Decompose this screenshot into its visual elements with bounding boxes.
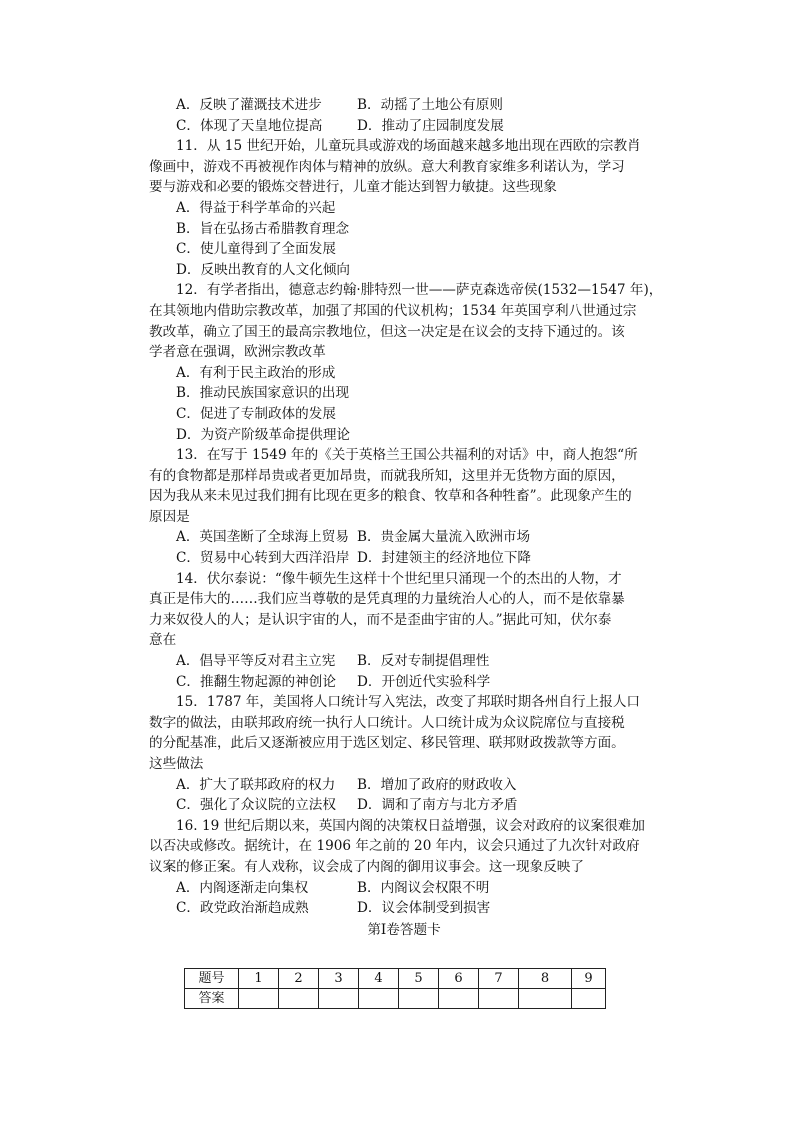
q13-option-d[interactable]: D．封建领主的经济地位下降	[357, 550, 532, 567]
answer-cell[interactable]	[359, 989, 399, 1009]
q13-options-row-1	[149, 527, 659, 548]
q16-option-a[interactable]: A．内阁逐渐走向集权	[176, 879, 309, 896]
q11-option-c[interactable]: C．使儿童得到了全面发展	[176, 241, 336, 258]
q14-option-d[interactable]: D．开创近代实验科学	[357, 673, 491, 690]
q14-option-b[interactable]: B．反对专制提倡理性	[357, 653, 490, 670]
q14-options-row-1	[149, 651, 659, 672]
q16-option-d[interactable]: D．议会体制受到损害	[357, 900, 491, 917]
q10-options-row-2	[149, 116, 659, 137]
q15-stem-line: 数字的做法，由联邦政府统一执行人口统计。人口统计成为众议院席位与直接税	[149, 714, 625, 731]
answer-cell[interactable]	[319, 989, 359, 1009]
q11-stem-line: 要与游戏和必要的锻炼交替进行，儿童才能达到智力敏捷。这些现象	[149, 179, 557, 196]
q12-option-d[interactable]: D．为资产阶级革命提供理论	[176, 426, 351, 443]
answer-card-header-row	[185, 969, 606, 989]
q14-stem-line: 意在	[149, 632, 177, 649]
q10-option-a[interactable]: A．反映了灌溉技术进步	[176, 97, 322, 113]
q11-option-d[interactable]: D．反映出教育的人文化倾向	[176, 261, 351, 278]
answer-cell[interactable]	[479, 989, 519, 1009]
exam-content	[149, 95, 663, 941]
q10-options-row-1	[149, 95, 659, 116]
q12-stem-line: 在其领地内借助宗教改革，加强了邦国的代议机构；1534 年英国亨利八世通过宗	[149, 302, 637, 319]
q12-option-c[interactable]: C．促进了专制政体的发展	[176, 405, 336, 422]
question-16	[149, 816, 659, 919]
q13-option-b[interactable]: B．贵金属大量流入欧洲市场	[357, 529, 531, 546]
q13-option-c[interactable]: C．贸易中心转到大西洋沿岸	[176, 550, 350, 567]
q15-option-a[interactable]: A．扩大了联邦政府的权力	[176, 776, 336, 793]
q15-stem-line: 的分配基准，此后又逐渐被应用于选区划定、移民管理、联邦财政拨款等方面。	[149, 735, 625, 752]
question-15	[149, 692, 659, 816]
q15-stem-line: 这些做法	[149, 756, 204, 772]
q15-option-b[interactable]: B．增加了政府的财政收入	[357, 776, 517, 793]
answer-card-title: 第Ⅰ卷答题卡	[367, 921, 441, 938]
q15-options-row-1	[149, 775, 659, 796]
question-12	[149, 280, 663, 445]
q14-stem-line: 真正是伟大的……我们应当尊敬的是凭真理的力量统治人心的人，而不是依靠暴	[149, 591, 625, 608]
answer-card-table	[184, 968, 606, 1009]
q15-option-d[interactable]: D．调和了南方与北方矛盾	[357, 797, 518, 814]
q14-option-c[interactable]: C．推翻生物起源的神创论	[176, 673, 336, 690]
q12-stem-line: 12．有学者指出，德意志约翰·腓特烈一世——萨克森选帝侯(1532—1547 年)，	[176, 282, 663, 299]
q13-stem-line: 13．在写于 1549 年的《关于英格兰王国公共福利的对话》中，商人抱怨“所	[176, 447, 638, 464]
question-number-cell: 7	[479, 969, 519, 989]
q15-options-row-2	[149, 795, 659, 816]
q16-stem-line: 以否决或修改。据统计，在 1906 年之前的 20 年内，议会只通过了九次针对政府	[149, 838, 640, 855]
q11-stem-line: 11．从 15 世纪开始，儿童玩具或游戏的场面越来越多地出现在西欧的宗教肖	[176, 138, 641, 155]
q13-stem-line: 原因是	[149, 508, 190, 525]
q13-options-row-2	[149, 548, 659, 569]
q13-option-a[interactable]: A．英国垄断了全球海上贸易	[176, 529, 349, 546]
q10-option-c[interactable]: C．体现了天皇地位提高	[176, 117, 323, 134]
question-number-cell: 6	[439, 969, 479, 989]
q13-stem-line: 有的食物都是那样昂贵或者更加昂贵，而就我所知，这里并无货物方面的原因，	[149, 467, 625, 484]
q16-stem-line: 16. 19 世纪后期以来，英国内阁的决策权日益增强，议会对政府的议案很难加	[176, 817, 645, 834]
question-13	[149, 445, 659, 569]
q11-stem-line: 像画中，游戏不再被视作肉体与精神的放纵。意大利教育家维多利诺认为，学习	[149, 158, 625, 175]
q16-options-row-2	[149, 898, 659, 919]
q16-option-b[interactable]: B．内阁议会权限不明	[357, 879, 490, 896]
q16-options-row-1	[149, 878, 659, 899]
q14-stem-line: 14．伏尔泰说：“像牛顿先生这样十个世纪里只涌现一个的杰出的人物，才	[176, 570, 622, 587]
answer-label: 答案	[185, 989, 239, 1009]
question-number-cell: 8	[519, 969, 572, 989]
answer-cell[interactable]	[239, 989, 279, 1009]
question-number-label: 题号	[185, 969, 239, 989]
q15-stem-line: 15．1787 年，美国将人口统计写入宪法，改变了邦联时期各州自行上报人口	[176, 694, 641, 711]
q12-option-b[interactable]: B．推动民族国家意识的出现	[176, 385, 350, 402]
answer-cell[interactable]	[439, 989, 479, 1009]
q10-option-d[interactable]: D．推动了庄园制度发展	[357, 117, 504, 134]
q15-option-c[interactable]: C．强化了众议院的立法权	[176, 797, 336, 814]
question-14	[149, 569, 659, 693]
q10-option-b[interactable]: B．动摇了土地公有原则	[357, 97, 503, 113]
answer-card-answer-row	[185, 989, 606, 1009]
question-number-cell: 3	[319, 969, 359, 989]
q14-stem-line: 力来奴役人的人；是认识宇宙的人，而不是歪曲宇宙的人。”据此可知，伏尔泰	[149, 611, 612, 628]
question-number-cell: 5	[399, 969, 439, 989]
question-number-cell: 9	[572, 969, 606, 989]
question-11	[149, 136, 659, 280]
q14-options-row-2	[149, 672, 659, 693]
answer-cell[interactable]	[572, 989, 606, 1009]
q16-option-c[interactable]: C．政党政治渐趋成熟	[176, 900, 309, 917]
q14-option-a[interactable]: A．倡导平等反对君主立宪	[176, 653, 336, 670]
question-number-cell: 1	[239, 969, 279, 989]
q12-stem-line: 学者意在强调，欧洲宗教改革	[149, 344, 326, 361]
q12-option-a[interactable]: A．有利于民主政治的形成	[176, 364, 336, 381]
question-number-cell: 2	[279, 969, 319, 989]
q13-stem-line: 因为我从来未见过我们拥有比现在更多的粮食、牧草和各种牲畜”。此现象产生的	[149, 488, 632, 505]
answer-cell[interactable]	[279, 989, 319, 1009]
answer-cell[interactable]	[519, 989, 572, 1009]
q11-option-b[interactable]: B．旨在弘扬古希腊教育理念	[176, 220, 350, 237]
answer-cell[interactable]	[399, 989, 439, 1009]
q11-option-a[interactable]: A．得益于科学革命的兴起	[176, 199, 336, 216]
q16-stem-line: 议案的修正案。有人戏称，议会成了内阁的御用议事会。这一现象反映了	[149, 858, 584, 875]
question-number-cell: 4	[359, 969, 399, 989]
q12-stem-line: 教改革，确立了国王的最高宗教地位，但这一决定是在议会的支持下通过的。该	[149, 323, 625, 340]
